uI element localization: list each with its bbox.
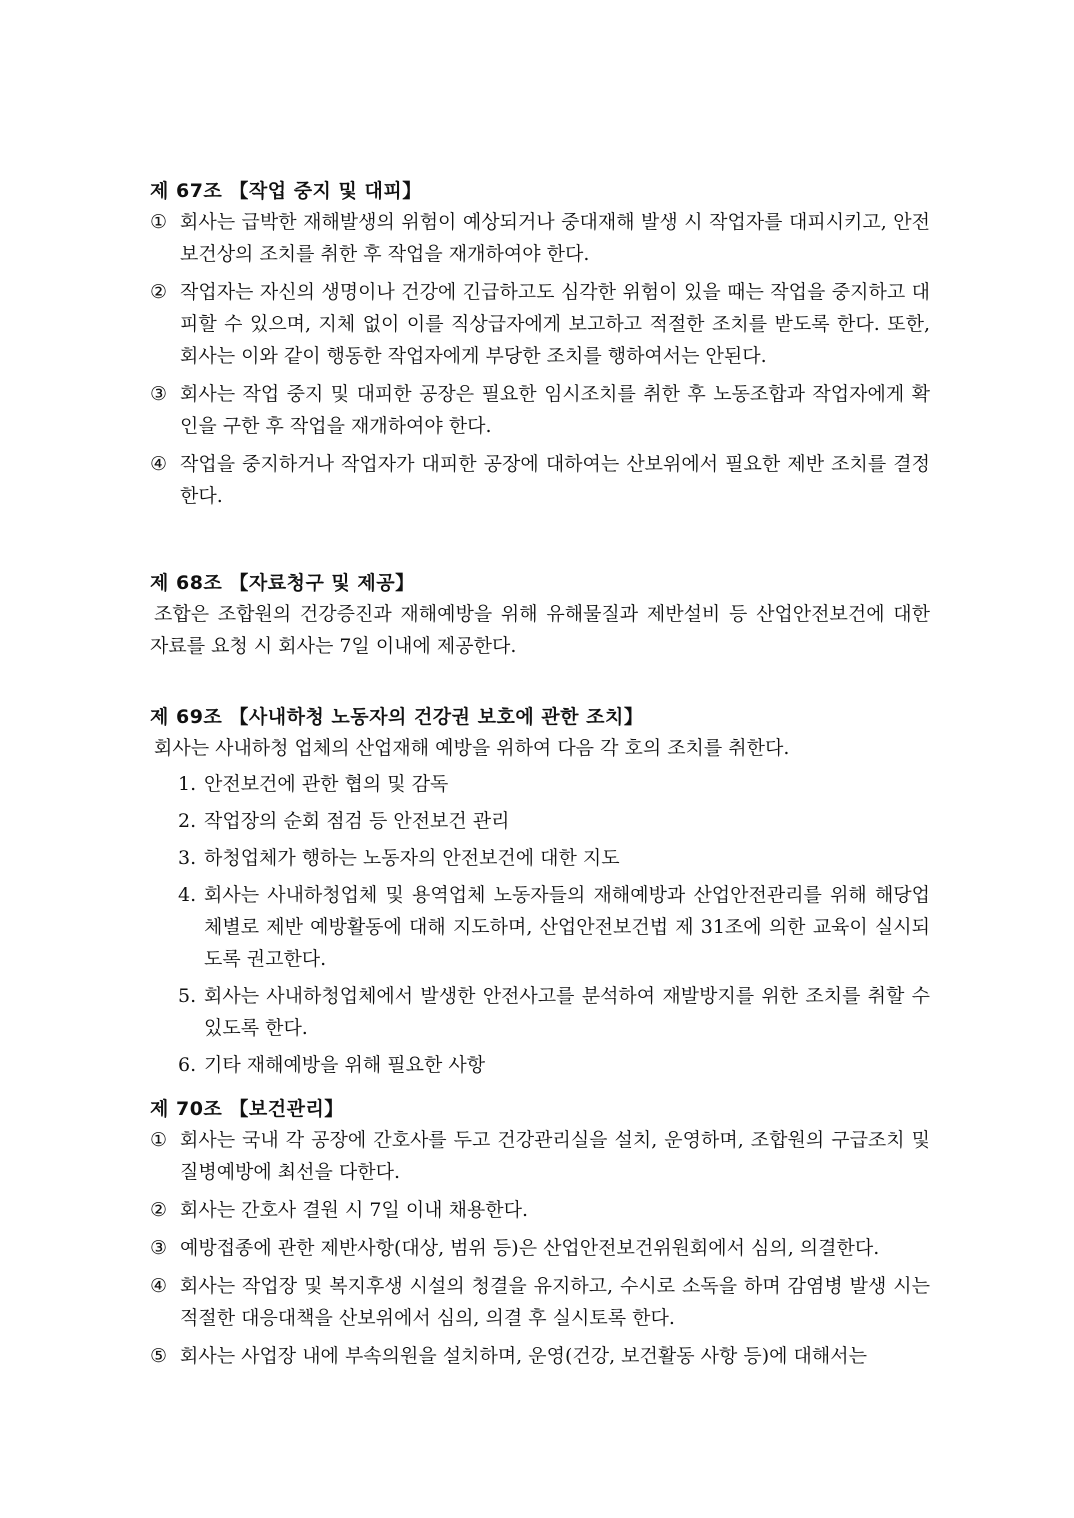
list-number: 6. [178,1054,197,1076]
clause-item [150,1270,930,1334]
article-heading: 제 68조 【자료청구 및 제공】 [150,572,415,594]
list-item [150,805,930,837]
clause-text: 회사는 작업장 및 복지후생 시설의 청결을 유지하고, 수시로 소독을 하며 감염병 발생 시는 적절한 대응대책을 산보위에서 심의, 의결 후 실시토록 한다. [180,1275,930,1329]
list-number: 4. [178,884,197,906]
list-text: 회사는 사내하청업체 및 용역업체 노동자들의 재해예방과 산업안전관리를 위해 해당업체별로 제반 예방활동에 대해 지도하며, 산업안전보건법 제 31조에 의한 교육이 실시되도록 권고한다. [204,884,930,970]
list-number: 3. [178,847,197,869]
clause-item [150,378,930,442]
clause-marker: ⑤ [150,1345,168,1367]
list-item [150,768,930,800]
list-number: 1. [178,773,197,795]
clause-marker: ③ [150,1237,168,1259]
clause-text: 회사는 사업장 내에 부속의원을 설치하며, 운영(건강, 보건활동 사항 등)에 대해서는 [180,1345,867,1367]
clause-item [150,1124,930,1188]
clause-text: 작업을 중지하거나 작업자가 대피한 공장에 대하여는 산보위에서 필요한 제반 조치를 결정한다. [180,453,930,507]
article-heading: 제 70조 【보건관리】 [150,1098,344,1120]
article-68 [150,568,930,662]
list-text: 안전보건에 관한 협의 및 감독 [204,773,449,795]
clause-item [150,1232,930,1264]
list-number: 5. [178,985,197,1007]
list-text: 회사는 사내하청업체에서 발생한 안전사고를 분석하여 재발방지를 위한 조치를 취할 수 있도록 한다. [204,985,930,1039]
clause-marker: ① [150,211,168,233]
clause-item [150,206,930,270]
article-body: 조합은 조합원의 건강증진과 재해예방을 위해 유해물질과 제반설비 등 산업안전보건에 대한 자료를 요청 시 회사는 7일 이내에 제공한다. [150,603,930,657]
article-body: 회사는 사내하청 업체의 산업재해 예방을 위하여 다음 각 호의 조치를 취한다. [154,737,790,759]
clause-text: 예방접종에 관한 제반사항(대상, 범위 등)은 산업안전보건위원회에서 심의, 의결한다. [180,1237,880,1259]
article-67 [150,176,930,518]
clause-marker: ④ [150,1275,168,1297]
clause-marker: ③ [150,383,168,405]
clause-marker: ② [150,1199,168,1221]
list-item [150,1049,930,1081]
clause-item [150,448,930,512]
clause-marker: ④ [150,453,168,475]
list-number: 2. [178,810,197,832]
clause-text: 회사는 간호사 결원 시 7일 이내 채용한다. [180,1199,529,1221]
clause-text: 회사는 급박한 재해발생의 위험이 예상되거나 중대재해 발생 시 작업자를 대피시키고, 안전보건상의 조치를 취한 후 작업을 재개하여야 한다. [180,211,930,265]
list-item [150,842,930,874]
list-item [150,980,930,1044]
article-heading: 제 67조 【작업 중지 및 대피】 [150,180,422,202]
clause-item [150,1340,930,1372]
clause-text: 회사는 국내 각 공장에 간호사를 두고 건강관리실을 설치, 운영하며, 조합원의 구급조치 및 질병예방에 최선을 다한다. [180,1129,930,1183]
clause-marker: ① [150,1129,168,1151]
clause-text: 회사는 작업 중지 및 대피한 공장은 필요한 임시조치를 취한 후 노동조합과 작업자에게 확인을 구한 후 작업을 재개하여야 한다. [180,383,930,437]
article-70 [150,1094,930,1378]
clause-text: 작업자는 자신의 생명이나 건강에 긴급하고도 심각한 위험이 있을 때는 작업을 중지하고 대피할 수 있으며, 지체 없이 이를 직상급자에게 보고하고 적절한 조치를 받도록 한다. 또한, 회사는 이와 같이 행동한 작업자에게 부당한 조치를 행하여서는 안된다. [180,281,930,367]
clause-item [150,1194,930,1226]
list-text: 하청업체가 행하는 노동자의 안전보건에 대한 지도 [204,847,620,869]
clause-item [150,276,930,372]
list-text: 작업장의 순회 점검 등 안전보건 관리 [204,810,510,832]
article-69 [150,702,930,1086]
list-text: 기타 재해예방을 위해 필요한 사항 [204,1054,486,1076]
list-item [150,879,930,975]
article-heading: 제 69조 【사내하청 노동자의 건강권 보호에 관한 조치】 [150,706,644,728]
clause-marker: ② [150,281,168,303]
